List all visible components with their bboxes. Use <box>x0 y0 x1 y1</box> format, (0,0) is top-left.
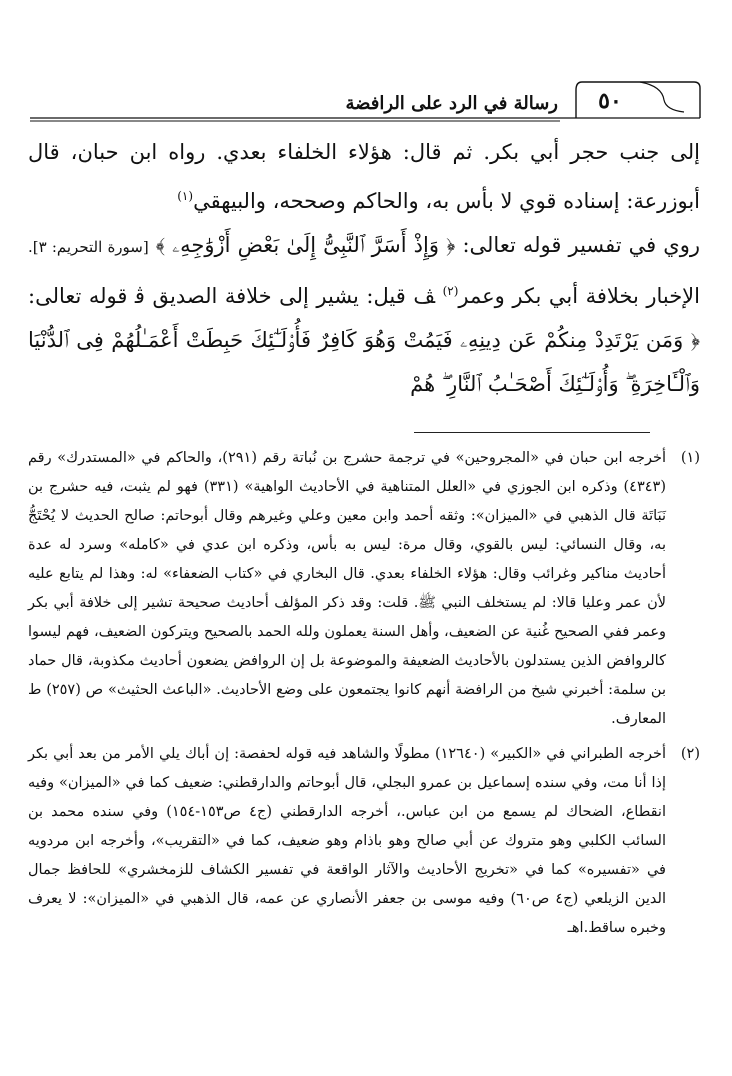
page-number: ٥٠ <box>598 88 622 114</box>
footnote-number: (١) <box>680 450 700 466</box>
footnote-number: (٢) <box>680 746 700 762</box>
footnote-2 <box>28 740 700 943</box>
footnote-text: أخرجه الطبراني في «الكبير» (١٢٦٤٠) مطولًا والشاهد فيه قوله لحفصة: إن أباك يلي الأمر من بعد أبي بكر إذا أنا مت، وفي سنده إسماعيل بن عمرو البجلي، قال أبوحاتم والدارقطني: ضعيف كما في «الميزان» وفيه انقطاع، الضحاك لم يسمع من ابن عباس.، أخرجه الدارقطني (ج٤ ص١٥٣-١٥٤) وفي سنده محمد بن السائب الكلبي وهو متروك عن أبي صالح وهو باذام وهو ضعيف، كما في «التقريب»، وأخرجه ابن مردويه في «تفسيره» كما في «تخريج الأحاديث والآثار الواقعة في تفسير الكشاف للزمخشري» للحافظ جمال الدين الزيلعي (ج٤ ص٦٠) وفيه موسى بن جعفر الأنصاري عن عمه، قال الذهبي في «الميزان»: لا يعرف وخبره ساقط.اهـ <box>28 746 666 936</box>
paragraph-1-text: إلى جنب حجر أبي بكر. ثم قال: هؤلاء الخلفاء بعدي. رواه ابن حبان، قال أبوزرعة: إسناده قوي لا بأس به، والحاكم وصححه، والبيهقي <box>28 140 700 213</box>
quran-verse-1: ﴿ وَإِذْ أَسَرَّ ٱلنَّبِىُّ إِلَىٰ بَعْضِ أَزْوَٰجِهِۦ ﴾ <box>155 233 456 257</box>
paragraph-1 <box>28 130 700 223</box>
running-title: رسالة في الرد على الرافضة <box>345 93 558 114</box>
quran-verse-2: ﴿ وَمَن يَرْتَدِدْ مِنكُمْ عَن دِينِهِۦ فَيَمُتْ وَهُوَ كَافِرٌ فَأُو۟لَـٰٓئِكَ حَبِطَتْ أَعْمَـٰلُهُمْ فِى ٱلدُّنْيَا وَٱلْـَٔاخِرَةِ ۖ وَأُو۟لَـٰٓئِكَ أَصْحَـٰبُ ٱلنَّارِ ۖ هُمْ <box>28 328 700 396</box>
page-header <box>0 0 732 130</box>
main-body <box>28 130 700 406</box>
footnote-text: أخرجه ابن حبان في «المجروحين» في ترجمة حشرج بن نُباتة رقم (٢٩١)، والحاكم في «المستدرك» رقم (٤٣٤٣) وذكره ابن الجوزي في «العلل المتناهية في الأحاديث الواهية» (٣٣١) فهو لم يثبت، فيه حشرج بن نَبَاتَة قال الذهبي في «الميزان»: وثقه أحمد وابن معين وعلي وغيرهم وقال أبوحاتم: صالح الحديث لا يُحْتَجُّ به، وقال النسائي: ليس بالقوي، وقال مرة: ليس به بأس، وذكره ابن عدي في «كامله» وسرد له عدة أحاديث مناكير وغرائب وقال: هؤلاء الخلفاء بعدي. قال البخاري في «كتاب الضعفاء» له: وهذا لم يتابع عليه لأن عمر وعليا قالا: لم يستخلف النبي ﷺ. قلت: وقد ذكر المؤلف أحاديث صحيحة تشير إلى خلافة أبي بكر وعمر ففي الصحيح غُنية عن الضعيف، وأهل السنة يعملون ولله الحمد بالصحيح ويتركون الضعيف، فهم ليسوا كالروافض الذين يستدلون بالأحاديث الضعيفة والموضوعة بل إن الروافض يضعون أحاديث مكذوبة، قال حماد بن سلمة: أخبرني شيخ من الرافضة أنهم كانوا يجتمعون على وضع الأحاديث. «الباعث الحثيث» ص (٢٥٧) ط المعارف. <box>28 450 666 727</box>
footnotes <box>28 444 700 949</box>
paragraph-2 <box>28 223 700 406</box>
footnote-ref-1: (١) <box>177 189 194 203</box>
footnote-1 <box>28 444 700 734</box>
paragraph-2-intro: روي في تفسير قوله تعالى: <box>462 233 700 257</box>
verse-source: [سورة التحريم: ٣]. <box>28 238 149 256</box>
footnote-ref-2: (٢) <box>442 284 459 298</box>
paragraph-2-middle: الإخبار بخلافة أبي بكر وعمر <box>458 284 700 308</box>
paragraph-2-continuation: قيل: يشير إلى خلافة الصديق ﭬ قوله تعالى: <box>28 284 406 308</box>
footnote-divider <box>414 432 650 433</box>
honorific-symbol: ﭫ <box>413 284 436 308</box>
